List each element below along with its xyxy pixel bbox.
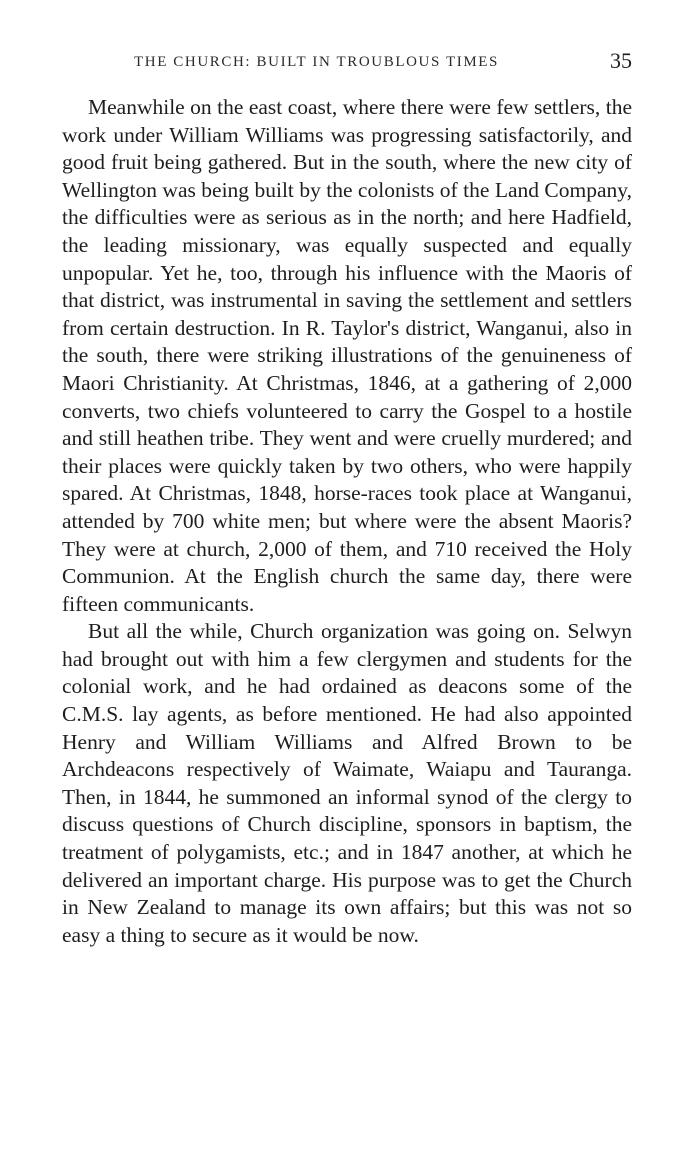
body-text [62, 94, 632, 949]
paragraph: But all the while, Church organization was going on. Selwyn had brought out with him a few clergymen and students for the colonial work, and he had ordained as deacons some of the C.M.S. lay agents, as before mentioned. He had also appointed Henry and William Williams and Alfred Brown to be Archdeacons respectively of Waimate, Waiapu and Tauranga. Then, in 1844, he summoned an informal synod of the clergy to discuss questions of Church discipline, sponsors in baptism, the treatment of polygamists, etc.; and in 1847 another, at which he delivered an important charge. His purpose was to get the Church in New Zealand to manage its own affairs; but this was not so easy a thing to secure as it would be now. [62, 619, 632, 947]
paragraph: Meanwhile on the east coast, where there were few settlers, the work under William Williams was progressing satisfactorily, and good fruit being gathered. But in the south, where the new city of Wellington was being built by the colonists of the Land Company, the difficulties were as serious as in the north; and here Hadfield, the leading missionary, was equally suspected and equally unpopular. Yet he, too, through his influence with the Maoris of that district, was instrumental in saving the settlement and settlers from certain destruction. In R. Taylor's district, Wanganui, also in the south, there were striking illustrations of the genuineness of Maori Christianity. At Christmas, 1846, at a gathering of 2,000 converts, two chiefs volunteered to carry the Gospel to a hostile and still heathen tribe. They went and were cruelly murdered; and their places were quickly taken by two others, who were happily spared. At Christmas, 1848, horse-races took place at Wanganui, attended by 700 white men; but where were the absent Maoris? They were at church, 2,000 of them, and 710 received the Holy Communion. At the English church the same day, there were fifteen communicants. [62, 95, 632, 616]
running-head [62, 48, 632, 78]
page-number: 35 [610, 48, 632, 73]
running-title: THE CHURCH: BUILT IN TROUBLOUS TIMES [134, 54, 499, 70]
